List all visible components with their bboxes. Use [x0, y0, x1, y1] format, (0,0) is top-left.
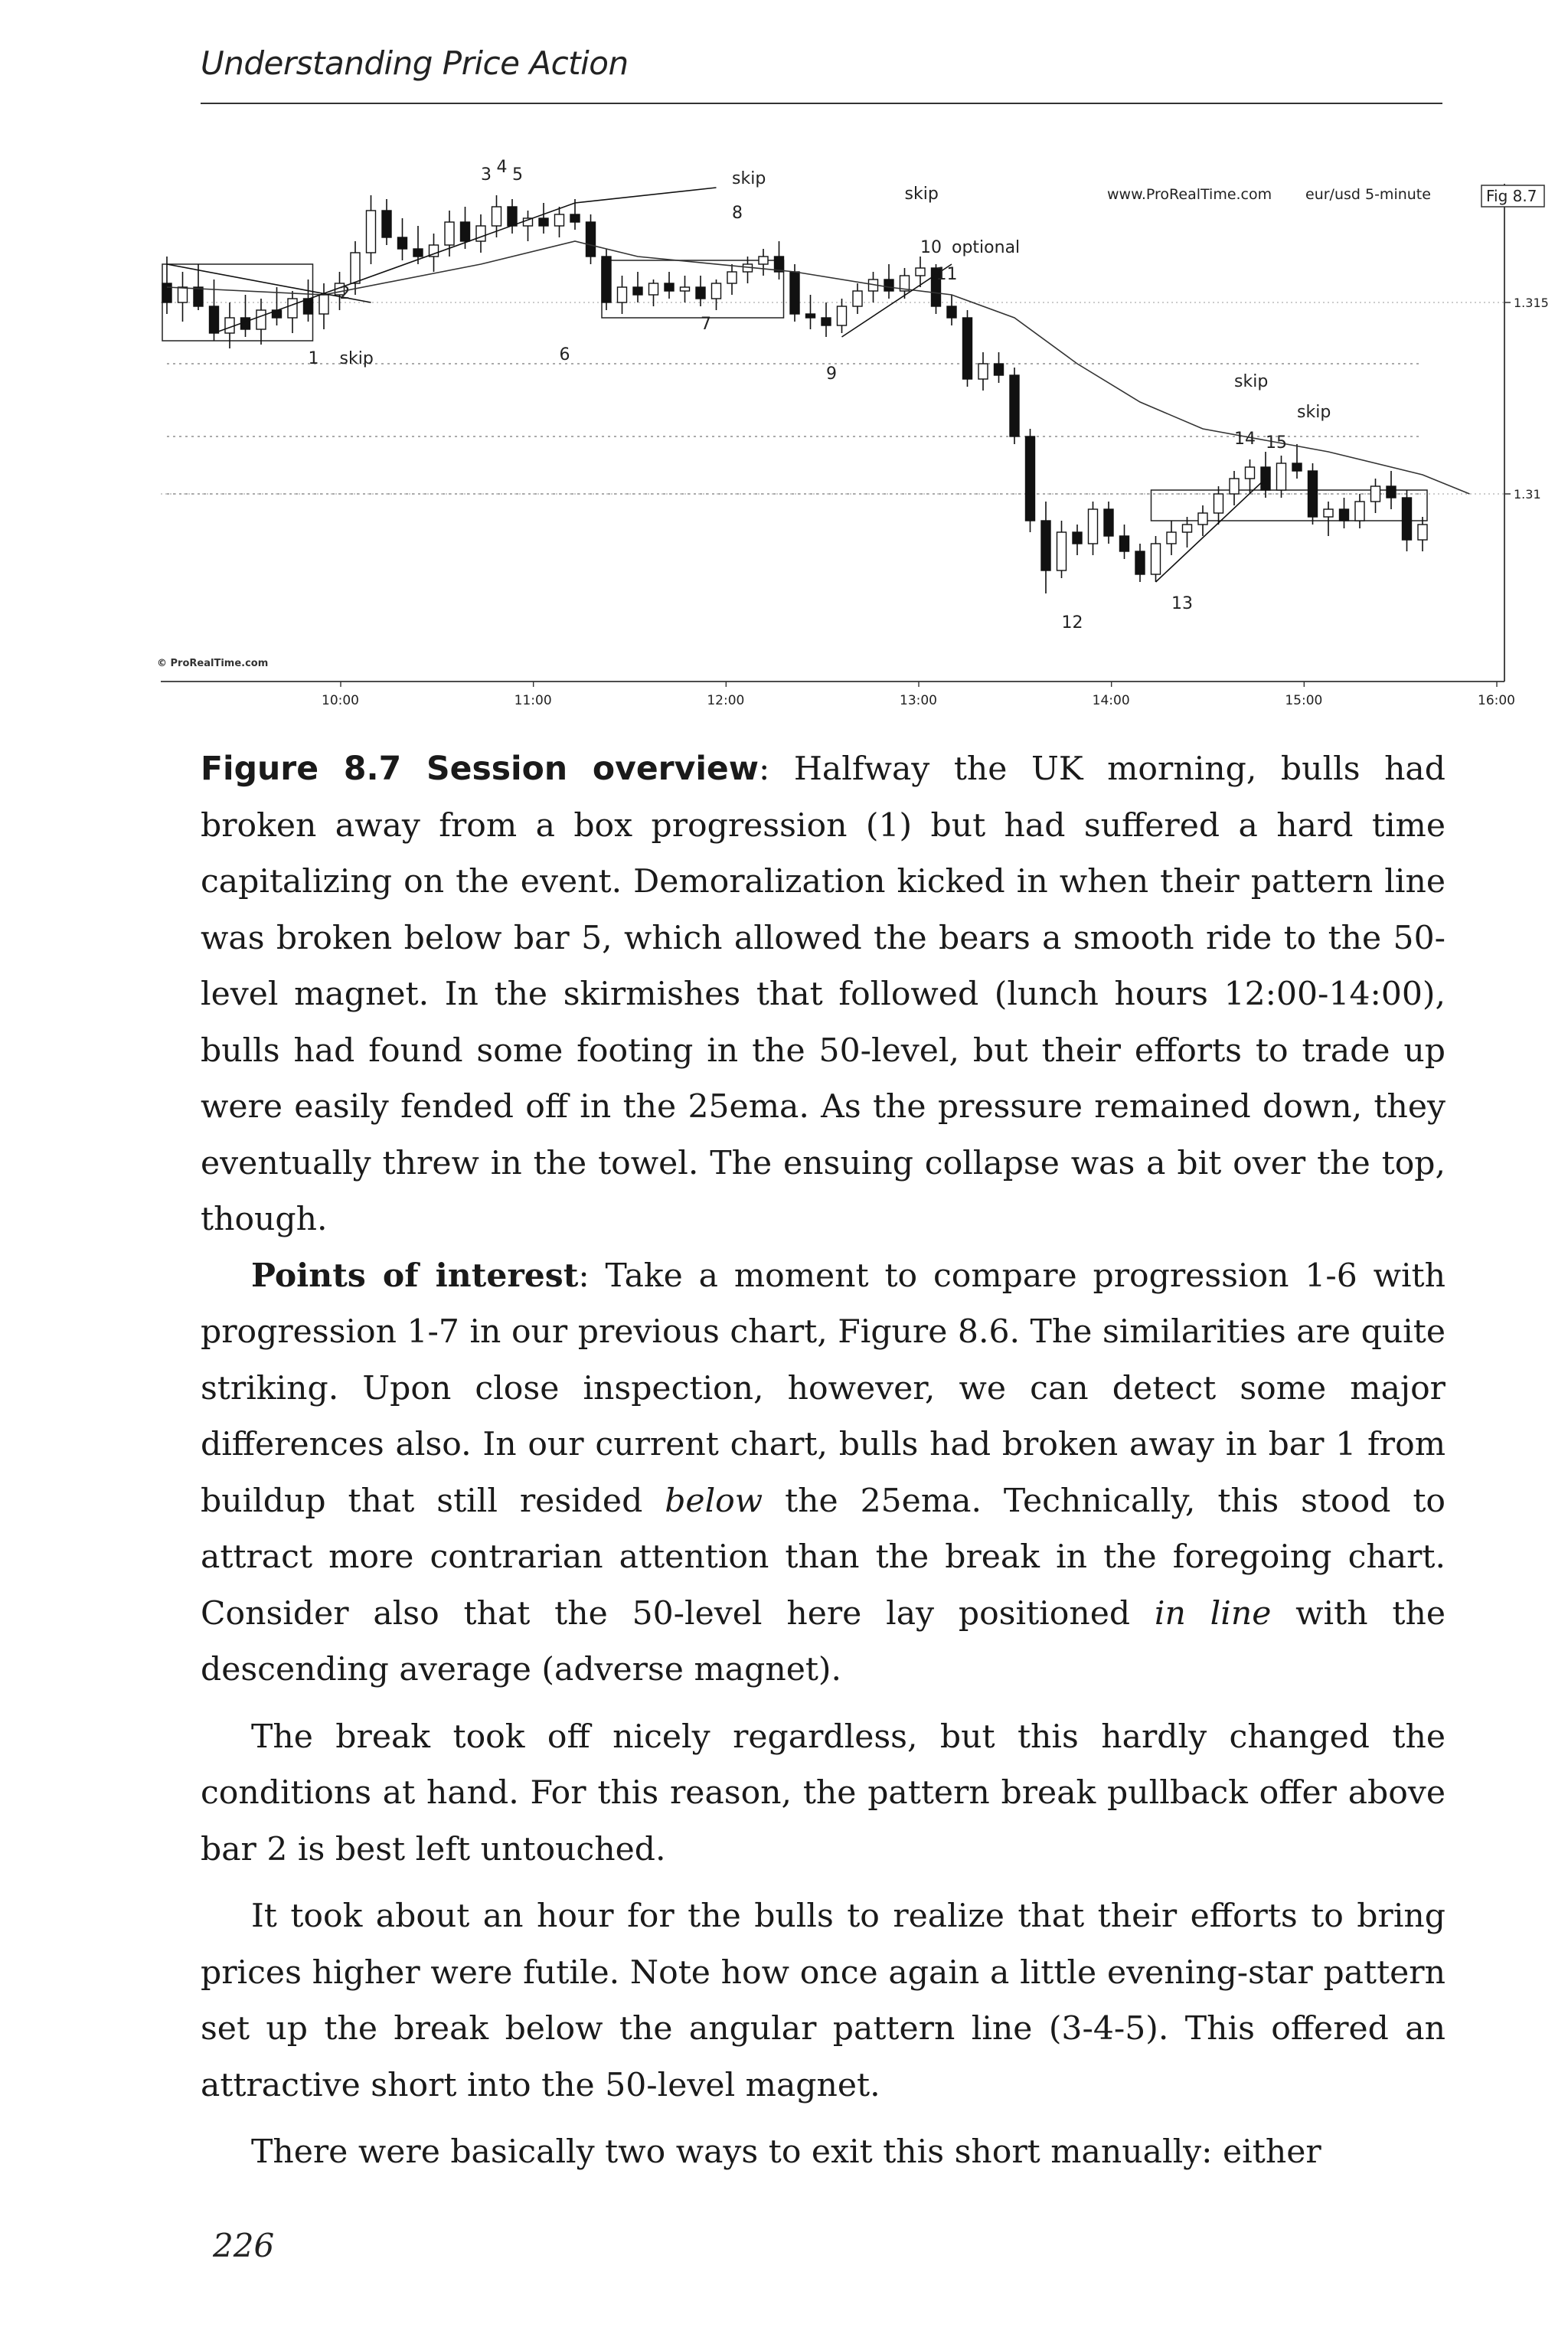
candle-body-bull	[916, 268, 925, 276]
bar-annotation: 6	[559, 345, 570, 364]
body-paragraph-4: It took about an hour for the bulls to realize that their efforts to bring prices higher were futile. Note how once again a little evening-star pattern set up the break below the angular pattern line (3-4-5). This offered an attractive short into the 50-level magnet.	[201, 1898, 1446, 2104]
bar-annotation: 5	[512, 165, 523, 185]
candle-body-bull	[1230, 479, 1239, 494]
bar-annotation: 4	[496, 158, 508, 177]
caption-text: : Halfway the UK morning, bulls had broken away from a box progression (1) but had suffered a hard time capitalizing on the event. Demoralization kicked in when their pattern line was broken below bar 5, which allowed the bears a smooth ride to the 50-level magnet. In the skirmishes that followed (lunch hours 12:00-14:00), bulls had found some footing in the 50-level, but their efforts to trade up were easily fended off in the 25ema. As the pressure remained down, they eventually threw in the towel. The ensuing collapse was a bit over the top, though.	[201, 750, 1446, 1238]
candle-body-bull	[445, 222, 454, 245]
candle-body-bear	[1010, 375, 1019, 436]
chart-source-label: www.ProRealTime.com	[1107, 186, 1272, 203]
candle-body-bull	[1418, 525, 1427, 540]
candle-body-bull	[1277, 463, 1286, 490]
candle-body-bear	[1041, 521, 1050, 570]
body-text	[201, 741, 1446, 2181]
candle-body-bull	[1355, 502, 1364, 521]
candle-body-bear	[398, 237, 407, 249]
consolidation-box	[1152, 490, 1428, 521]
candle-body-bear	[539, 218, 548, 226]
chart-candles	[162, 195, 1427, 593]
bar-annotation: skip	[1234, 372, 1269, 391]
candle-body-bull	[1198, 513, 1207, 525]
candle-body-bull	[712, 283, 721, 299]
candle-body-bull	[256, 310, 266, 329]
x-tick-label: 12:00	[707, 693, 745, 708]
candle-body-bull	[649, 283, 658, 295]
candle-body-bear	[210, 306, 219, 333]
bar-annotation: 13	[1171, 594, 1193, 613]
y-tick-label: 1.31	[1514, 487, 1541, 502]
candle-body-bull	[319, 295, 328, 314]
poi-text-c: with the descending average (adverse magnet).	[201, 1594, 1446, 1688]
candle-body-bull	[1152, 544, 1161, 574]
points-of-interest-label: Points of interest	[251, 1256, 579, 1295]
y-tick-label: 1.315	[1514, 296, 1549, 310]
candle-body-bear	[1340, 509, 1349, 521]
chart-instrument-label: eur/usd 5-minute	[1305, 186, 1431, 203]
candle-body-bull	[1057, 532, 1067, 570]
bar-annotation: skip	[339, 349, 374, 368]
consolidation-box	[602, 260, 784, 318]
poi-text-a: : Take a moment to compare progression 1-6 with progression 1-7 in our previous chart, Figure 8.6. The similarities are quite striking. Upon close inspection, however, we can detect some major differences also. In our current chart, bulls had broken away in bar 1 from buildup that still resided	[201, 1257, 1446, 1520]
candle-body-bear	[382, 211, 391, 237]
candle-body-bull	[853, 291, 862, 306]
bar-annotation: 7	[701, 315, 711, 334]
candle-body-bull	[1214, 494, 1223, 513]
candle-body-bull	[1089, 509, 1098, 544]
candle-body-bull	[618, 287, 627, 302]
candle-body-bull	[727, 272, 737, 283]
bar-annotation: skip	[1297, 403, 1331, 422]
candle-body-bull	[476, 226, 485, 241]
bar-annotation: 15	[1266, 433, 1287, 453]
candle-body-bear	[696, 287, 705, 299]
candle-body-bear	[790, 272, 799, 314]
poi-text-b: the 25ema. Technically, this stood to attract more contrarian attention than the break in the foregoing chart. Consider also that the 50-level here lay positioned	[201, 1482, 1446, 1633]
candle-body-bull	[225, 318, 234, 333]
candle-body-bear	[508, 207, 517, 226]
x-tick-label: 14:00	[1092, 693, 1130, 708]
candle-body-bull	[1324, 509, 1333, 517]
bar-annotation: 10	[920, 238, 942, 257]
candle-body-bear	[1403, 498, 1412, 540]
fig-tag-label: Fig 8.7	[1486, 187, 1537, 205]
bar-annotation: 8	[732, 204, 743, 223]
price-chart	[153, 158, 1566, 712]
bar-annotation: 11	[936, 265, 958, 284]
caption-label: Figure 8.7 Session overview	[201, 750, 759, 788]
chart-gridlines	[161, 302, 1504, 494]
bar-annotation: skip	[904, 185, 939, 204]
candle-body-bear	[806, 314, 815, 318]
candle-body-bear	[947, 306, 956, 318]
candle-body-bull	[555, 214, 564, 226]
body-paragraph-5: There were basically two ways to exit this short manually: either	[251, 2133, 1321, 2171]
candle-body-bear	[884, 279, 893, 291]
candle-body-bear	[1120, 536, 1129, 551]
candle-body-bear	[1387, 486, 1396, 498]
candle-body-bear	[1292, 463, 1302, 471]
bar-annotation: 2	[339, 284, 351, 303]
candle-body-bear	[995, 364, 1004, 375]
candle-body-bull	[351, 253, 360, 283]
chart-pattern-lines	[167, 188, 1269, 582]
candle-body-bull	[1246, 467, 1255, 479]
points-of-interest-paragraph	[201, 1248, 1446, 1698]
candle-body-bear	[162, 283, 172, 302]
candle-body-bear	[570, 214, 580, 222]
candle-body-bear	[1073, 532, 1082, 544]
candle-body-bear	[194, 287, 203, 306]
x-tick-label: 16:00	[1478, 693, 1515, 708]
candle-body-bear	[1104, 509, 1113, 536]
candle-body-bull	[492, 207, 501, 226]
chart-watermark: © ProRealTime.com	[157, 658, 269, 669]
candle-body-bear	[461, 222, 470, 241]
candle-body-bear	[602, 257, 611, 302]
candle-body-bull	[838, 306, 847, 325]
header-rule	[201, 103, 1442, 104]
x-tick-label: 11:00	[514, 693, 552, 708]
candle-body-bear	[413, 249, 423, 257]
bar-annotation: 12	[1061, 613, 1083, 633]
candle-body-bull	[978, 364, 988, 379]
candle-body-bull	[288, 299, 297, 318]
candle-body-bear	[1026, 436, 1035, 521]
bar-annotation: skip	[732, 169, 766, 188]
candle-body-bull	[1371, 486, 1380, 502]
candle-body-bear	[822, 318, 831, 325]
candle-body-bull	[759, 257, 768, 264]
candle-body-bear	[586, 222, 596, 257]
bar-annotation: 14	[1234, 430, 1256, 449]
candle-body-bull	[681, 287, 690, 291]
x-tick-label: 10:00	[322, 693, 359, 708]
candle-body-bear	[963, 318, 972, 379]
candle-body-bear	[1135, 551, 1145, 574]
candle-body-bear	[665, 283, 674, 291]
x-tick-label: 13:00	[900, 693, 937, 708]
candle-body-bull	[367, 211, 376, 253]
running-head: Understanding Price Action	[201, 44, 629, 82]
figure-caption	[201, 741, 1446, 1248]
poi-emphasis-in-line: in line	[1154, 1594, 1272, 1633]
page-number: 226	[213, 2227, 275, 2264]
candle-body-bull	[1167, 532, 1176, 544]
chart-axes	[161, 184, 1549, 708]
x-tick-label: 15:00	[1285, 693, 1323, 708]
candle-body-bear	[633, 287, 642, 295]
body-paragraph-3: The break took off nicely regardless, but this hardly changed the conditions at hand. For this reason, the pattern break pullback offer above bar 2 is best left untouched.	[201, 1718, 1446, 1868]
bar-annotation: 1	[308, 349, 319, 368]
poi-emphasis-below: below	[665, 1482, 763, 1520]
candle-body-bull	[1183, 525, 1192, 532]
candle-body-bear	[1308, 471, 1318, 517]
candle-body-bull	[178, 287, 188, 302]
bar-annotation: 9	[826, 364, 837, 384]
bar-annotation: optional	[952, 238, 1021, 257]
bar-annotation: 3	[481, 165, 492, 185]
